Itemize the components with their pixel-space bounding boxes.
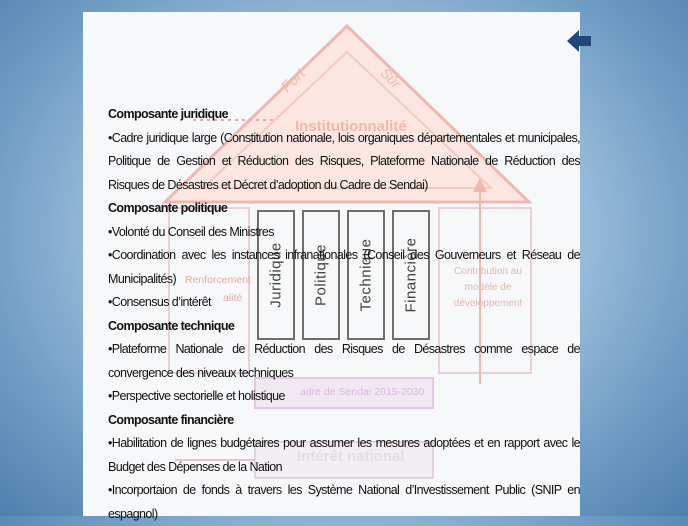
pillar-label: Technique — [357, 238, 375, 312]
pillar-label: Politique — [312, 243, 330, 307]
base-label: adre de Sendai 2015-2030 — [300, 386, 425, 398]
back-arrow-icon — [566, 28, 592, 54]
heading-financiere: Composante financière — [108, 412, 234, 427]
right-label-1: Contribution au — [454, 266, 522, 277]
bullet-consensus: •Consensus d’intérêt — [108, 295, 211, 309]
heading-technique: Composante technique — [108, 318, 235, 333]
left-label-1: Renforcement — [185, 274, 251, 286]
left-label-2: alité — [223, 292, 243, 304]
roof-left-label: Fort — [277, 65, 309, 96]
roof-title: Institutionnalité — [295, 118, 407, 135]
foundation-label: Intérêt national — [297, 448, 405, 465]
bullet-plateforme: •Plateforme Nationale de Réduction des Risques de Désastres comme espace de convergence des niveaux techniques — [108, 342, 580, 380]
right-label-2: modèle de — [464, 282, 512, 293]
slide-content — [108, 103, 580, 526]
heading-juridique: Composante juridique — [108, 107, 228, 121]
bullet-perspective: •Perspective sectorielle et holistique — [108, 389, 285, 403]
bullet-habilitation: •Habilitation de lignes budgétaires pour assumer les mesures adoptées et en rapport avec le Budget des Dépenses de la Nation — [108, 436, 580, 474]
bullet-incorporation: •Incorportaion de fonds à travers les Système National d’Investissement Public (SNIP en espagnol) — [108, 483, 580, 521]
pillar-label: Financière — [402, 237, 420, 313]
bullet-coordination: •Coordination avec les instances infranationales (Conseil des Gouverneurs et Réseau de Municipalités) — [108, 248, 580, 286]
right-label-3: développement — [453, 298, 523, 309]
heading-politique: Composante politique — [108, 201, 228, 215]
back-button[interactable] — [566, 28, 592, 54]
bullet-volonte: •Volonté du Conseil des Ministres — [108, 224, 274, 239]
pillar-label: Juridique — [267, 242, 285, 308]
bullet-cadre-juridique: •Cadre juridique large (Constitution nationale, lois organiques départementales et municipales, Politique de Gestion et Réduction des Risques, Plateforme Nationale de Réduction des Risques de Désastres et Décret d’adoption du Cadre de Sendai) — [108, 130, 580, 192]
roof-right-label: Sûr — [377, 64, 405, 92]
